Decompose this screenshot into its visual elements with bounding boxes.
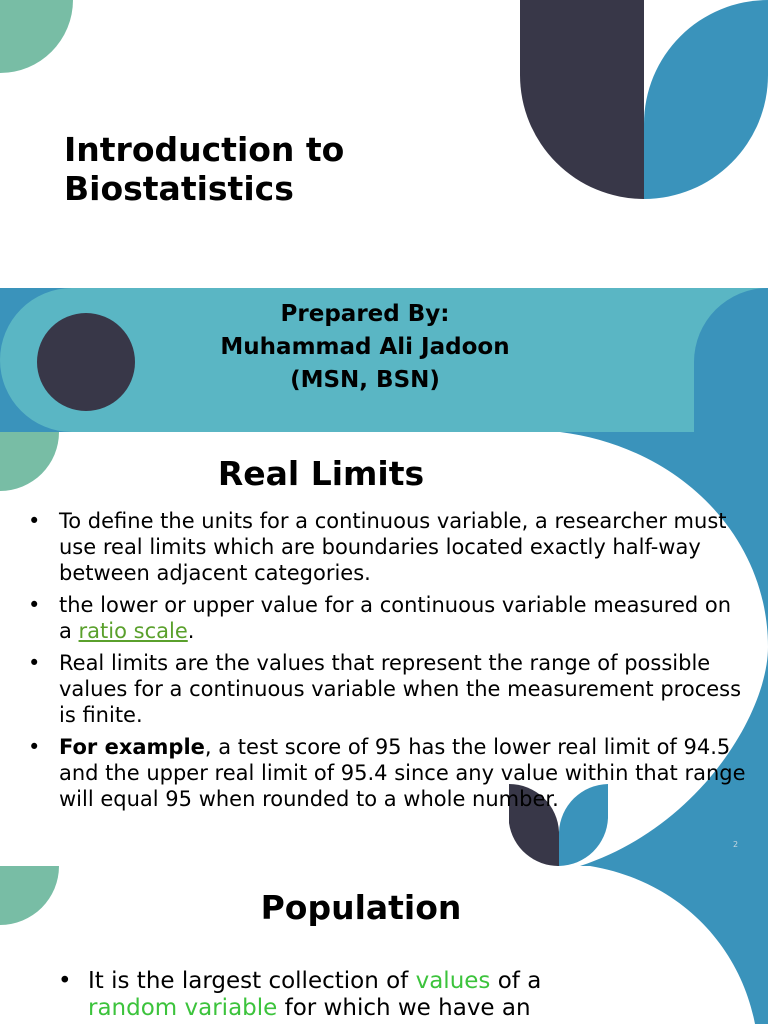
bullet-text: the lower or upper value for a continuous variable measured on a [59, 593, 732, 643]
bullet-text [58, 968, 618, 1022]
ratio-scale-link[interactable]: ratio scale [78, 619, 188, 643]
bullet-list [28, 508, 748, 818]
navy-circle-shape [37, 313, 135, 411]
highlight-random-variable: random variable [88, 995, 278, 1021]
slide-title: Population [260, 888, 462, 927]
list-item [28, 650, 748, 728]
bullet-text: Real limits are the values that represent the range of possible values for a continuous variable when the measurement process is finite. [59, 651, 742, 727]
bullet-text-end: . [187, 619, 195, 643]
list-item [28, 592, 748, 644]
real-limits-slide [0, 432, 768, 866]
bullet-text: , a test score of 95 has the lower real limit of 94.5 and the upper real limit of 95.4 since any value within that range will equal 95 when rounded to a whole number. [59, 735, 746, 811]
title-slide [0, 0, 768, 432]
author-block [150, 298, 580, 397]
bullet-dot: • [58, 968, 72, 994]
author-name: Muhammad Ali Jadoon [220, 334, 510, 360]
bullet-bold-lead: For example [59, 735, 205, 759]
bullet-dot: • [28, 651, 41, 675]
page-number: 2 [733, 840, 739, 849]
mint-quarter-circle-shape [0, 0, 73, 73]
bullet-text-part: It is the largest collection of [88, 968, 416, 994]
navy-leaf-shape [520, 0, 644, 199]
author-credentials: (MSN, BSN) [290, 367, 440, 393]
population-slide [0, 866, 768, 1024]
blue-leaf-shape [644, 0, 768, 199]
prepared-by-label: Prepared By: [280, 301, 450, 327]
bullet-dot: • [28, 509, 41, 533]
bullet-text: To define the units for a continuous variable, a researcher must use real limits which are boundaries located exactly half-way between adjacent categories. [59, 509, 727, 585]
list-item [58, 968, 618, 1022]
bullet-text-part: of a [490, 968, 542, 994]
list-item [28, 508, 748, 586]
list-item [28, 734, 748, 812]
presentation-title: Introduction to Biostatistics [64, 130, 345, 208]
bullet-dot: • [28, 593, 41, 617]
slide-title: Real Limits [217, 454, 425, 493]
bullet-dot: • [28, 735, 41, 759]
highlight-values: values [415, 968, 491, 994]
bullet-text-part: for which we have an [277, 995, 531, 1021]
